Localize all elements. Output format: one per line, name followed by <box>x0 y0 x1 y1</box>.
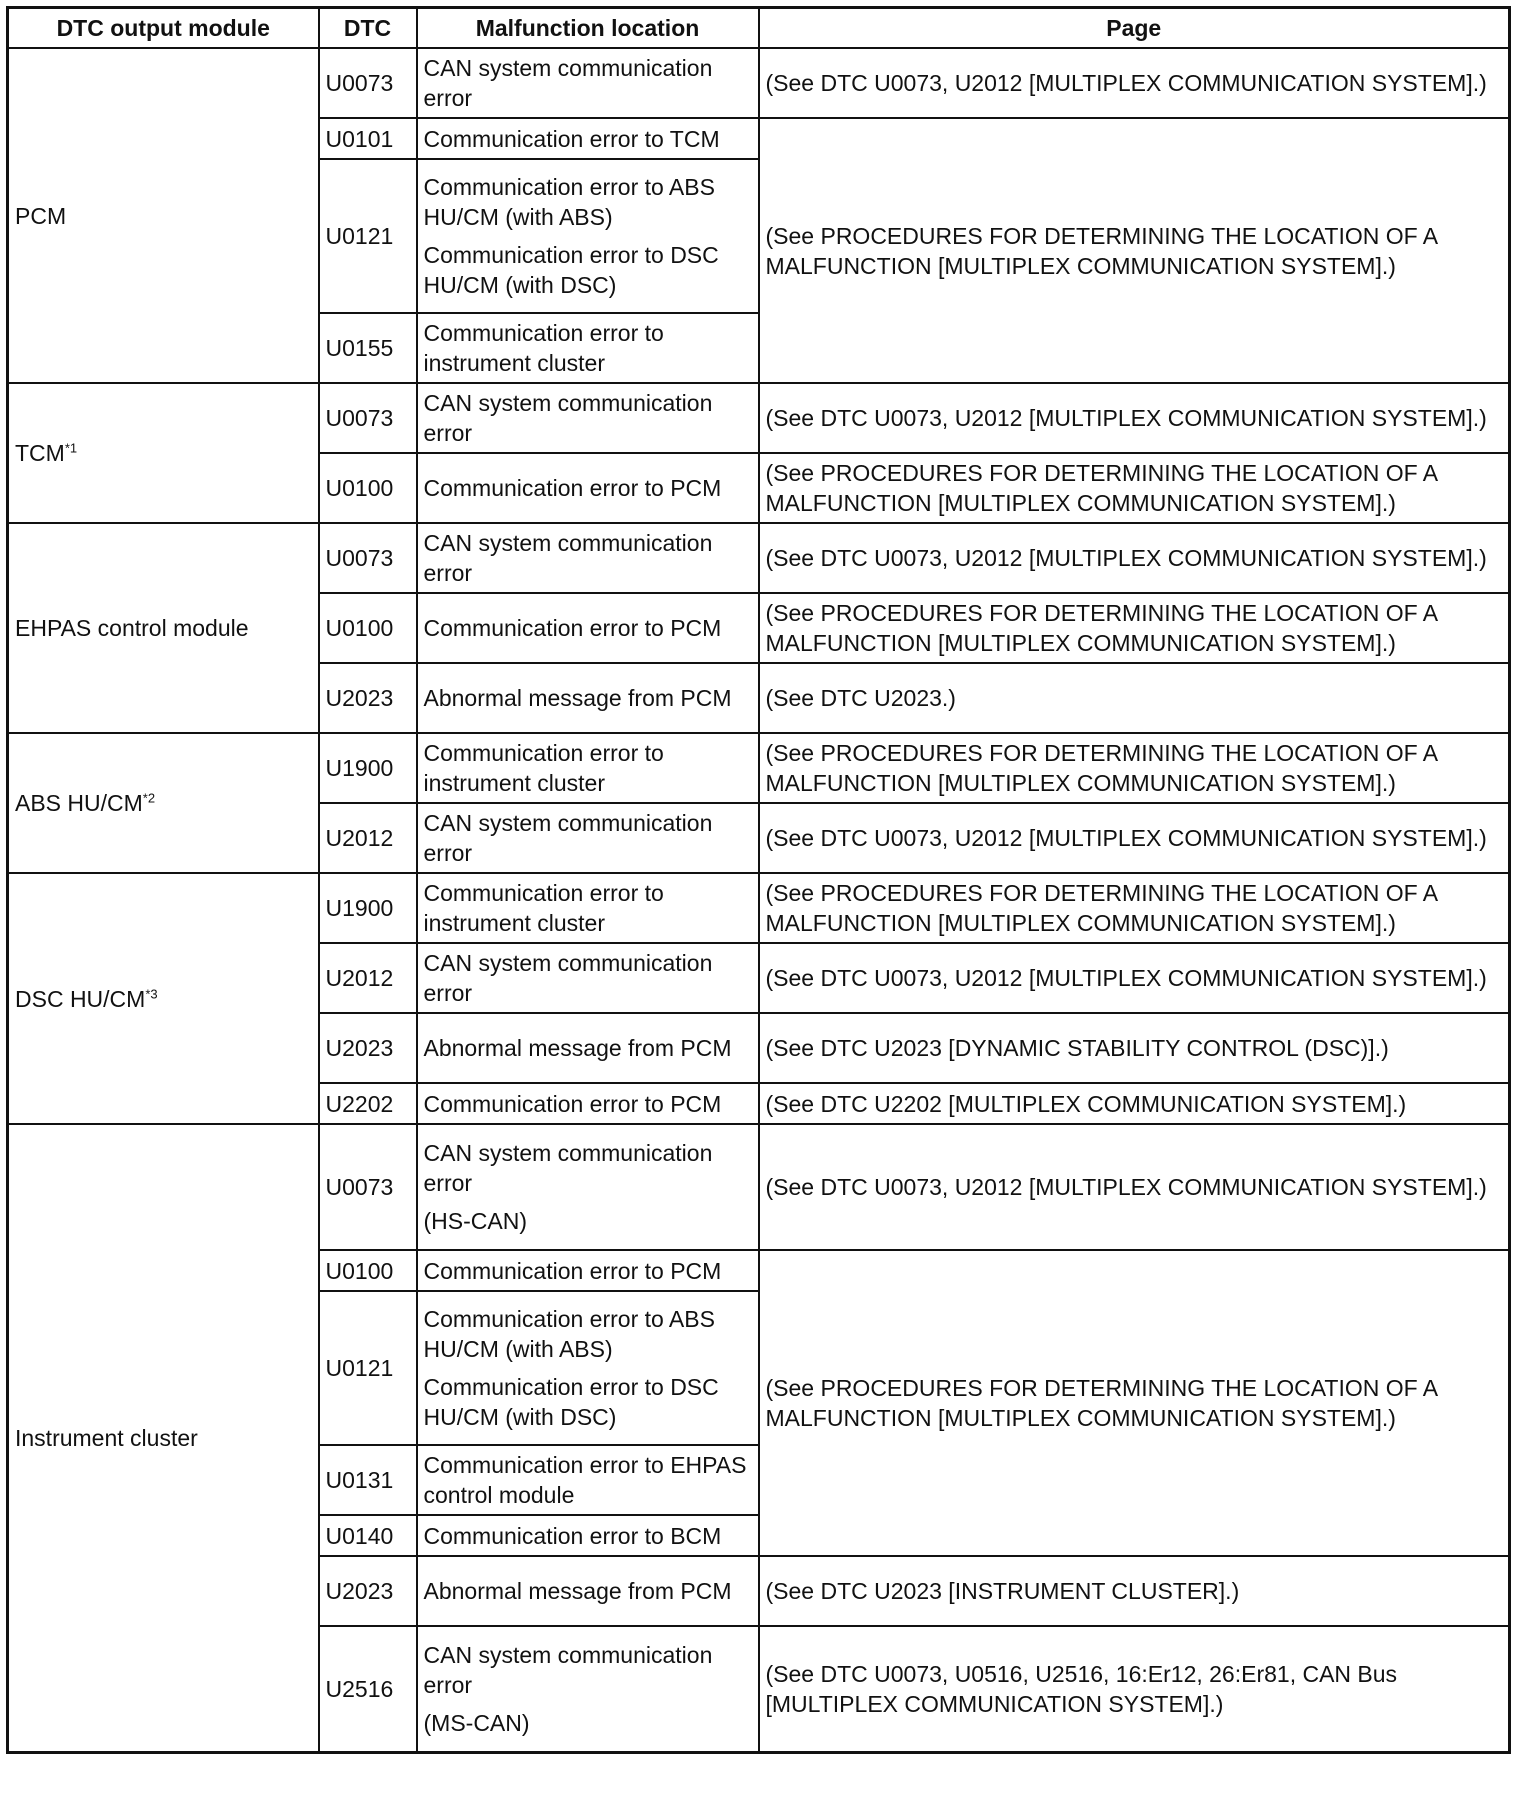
dtc-table <box>6 6 1511 1754</box>
page-reference: (See PROCEDURES FOR DETERMINING THE LOCATION OF A MALFUNCTION [MULTIPLEX COMMUNICATION SYSTEM].) <box>759 593 1510 663</box>
malfunction-location <box>417 1124 759 1250</box>
dtc-code: U0131 <box>319 1445 417 1515</box>
module-label: TCM <box>15 440 65 466</box>
dtc-code: U2023 <box>319 663 417 733</box>
location-line-ms-can: (MS-CAN) <box>423 1709 530 1736</box>
dtc-code: U2012 <box>319 803 417 873</box>
malfunction-location: CAN system communication error <box>417 383 759 453</box>
location-line: CAN system communication error <box>423 1641 713 1698</box>
dtc-code: U2516 <box>319 1626 417 1752</box>
location-line-dsc: Communication error to DSC HU/CM (with DSC) <box>423 242 719 298</box>
table-row <box>8 1124 1510 1250</box>
dtc-code: U0100 <box>319 593 417 663</box>
dtc-code: U2202 <box>319 1083 417 1124</box>
malfunction-location: Communication error to PCM <box>417 1250 759 1291</box>
malfunction-location: Communication error to PCM <box>417 453 759 523</box>
dtc-code: U0073 <box>319 1124 417 1250</box>
module-cell-pcm: PCM <box>8 48 319 383</box>
page-reference: (See DTC U0073, U0516, U2516, 16:Er12, 26:Er81, CAN Bus [MULTIPLEX COMMUNICATION SYSTEM].) <box>759 1626 1510 1752</box>
module-cell-dsc <box>8 873 319 1124</box>
malfunction-location: CAN system communication error <box>417 523 759 593</box>
module-label: DSC HU/CM <box>15 985 146 1012</box>
dtc-code: U2012 <box>319 943 417 1013</box>
dtc-code: U0140 <box>319 1515 417 1556</box>
page-reference: (See DTC U0073, U2012 [MULTIPLEX COMMUNICATION SYSTEM].) <box>759 523 1510 593</box>
malfunction-location: Abnormal message from PCM <box>417 1013 759 1083</box>
table-row <box>8 733 1510 803</box>
dtc-code: U0121 <box>319 159 417 313</box>
page-reference: (See DTC U0073, U2012 [MULTIPLEX COMMUNICATION SYSTEM].) <box>759 803 1510 873</box>
location-line-hs-can: (HS-CAN) <box>423 1208 527 1234</box>
malfunction-location: Communication error to instrument cluster <box>417 313 759 383</box>
malfunction-location: Communication error to PCM <box>417 1083 759 1124</box>
module-cell-abs <box>8 733 319 873</box>
header-row <box>8 8 1510 49</box>
page-reference: (See DTC U0073, U2012 [MULTIPLEX COMMUNICATION SYSTEM].) <box>759 1124 1510 1250</box>
dtc-code: U0100 <box>319 453 417 523</box>
module-cell-instrument-cluster: Instrument cluster <box>8 1124 319 1752</box>
header-module: DTC output module <box>8 8 319 49</box>
footnote-marker: *2 <box>142 790 156 806</box>
dtc-code: U0155 <box>319 313 417 383</box>
table-row <box>8 383 1510 453</box>
malfunction-location <box>417 1291 759 1445</box>
header-page: Page <box>759 8 1510 49</box>
dtc-table-container <box>6 6 1511 1754</box>
dtc-code: U2023 <box>319 1013 417 1083</box>
malfunction-location: Abnormal message from PCM <box>417 1556 759 1626</box>
malfunction-location: CAN system communication error <box>417 48 759 118</box>
table-row <box>8 48 1510 118</box>
dtc-code: U0100 <box>319 1250 417 1291</box>
location-line-abs: Communication error to ABS HU/CM (with ABS) <box>423 174 715 230</box>
dtc-code: U0073 <box>319 48 417 118</box>
dtc-code: U2023 <box>319 1556 417 1626</box>
malfunction-location: Communication error to instrument cluster <box>417 733 759 803</box>
page-reference: (See PROCEDURES FOR DETERMINING THE LOCATION OF A MALFUNCTION [MULTIPLEX COMMUNICATION SYSTEM].) <box>759 1250 1510 1556</box>
location-line-dsc: Communication error to DSC HU/CM (with DSC) <box>423 1374 719 1430</box>
page-reference: (See DTC U2023.) <box>759 663 1510 733</box>
page-reference: (See DTC U2023 [DYNAMIC STABILITY CONTROL (DSC)].) <box>759 1013 1510 1083</box>
page-reference: (See DTC U0073, U2012 [MULTIPLEX COMMUNICATION SYSTEM].) <box>759 943 1510 1013</box>
page-reference: (See DTC U0073, U2012 [MULTIPLEX COMMUNICATION SYSTEM].) <box>759 383 1510 453</box>
malfunction-location: Communication error to PCM <box>417 593 759 663</box>
malfunction-location: Communication error to BCM <box>417 1515 759 1556</box>
module-label: ABS HU/CM <box>15 790 143 816</box>
location-line-abs: Communication error to ABS HU/CM (with ABS) <box>423 1306 715 1362</box>
dtc-code: U1900 <box>319 873 417 943</box>
malfunction-location <box>417 159 759 313</box>
malfunction-location: CAN system communication error <box>417 803 759 873</box>
page-reference: (See DTC U2023 [INSTRUMENT CLUSTER].) <box>759 1556 1510 1626</box>
dtc-code: U0121 <box>319 1291 417 1445</box>
malfunction-location: Communication error to EHPAS control module <box>417 1445 759 1515</box>
location-line: CAN system communication error <box>423 1140 713 1196</box>
table-row <box>8 873 1510 943</box>
module-cell-tcm <box>8 383 319 523</box>
page-reference: (See PROCEDURES FOR DETERMINING THE LOCATION OF A MALFUNCTION [MULTIPLEX COMMUNICATION SYSTEM].) <box>759 118 1510 383</box>
malfunction-location: Communication error to TCM <box>417 118 759 159</box>
footnote-marker: *1 <box>64 440 78 456</box>
malfunction-location: Abnormal message from PCM <box>417 663 759 733</box>
dtc-code: U1900 <box>319 733 417 803</box>
page-reference: (See PROCEDURES FOR DETERMINING THE LOCATION OF A MALFUNCTION [MULTIPLEX COMMUNICATION SYSTEM].) <box>759 873 1510 943</box>
page-reference: (See DTC U0073, U2012 [MULTIPLEX COMMUNICATION SYSTEM].) <box>759 48 1510 118</box>
page-reference: (See PROCEDURES FOR DETERMINING THE LOCATION OF A MALFUNCTION [MULTIPLEX COMMUNICATION SYSTEM].) <box>759 733 1510 803</box>
malfunction-location: CAN system communication error <box>417 943 759 1013</box>
table-row <box>8 523 1510 593</box>
header-location: Malfunction location <box>417 8 759 49</box>
dtc-code: U0073 <box>319 383 417 453</box>
malfunction-location <box>417 1626 759 1752</box>
header-dtc: DTC <box>319 8 417 49</box>
page-reference: (See DTC U2202 [MULTIPLEX COMMUNICATION SYSTEM].) <box>759 1083 1510 1124</box>
page-reference: (See PROCEDURES FOR DETERMINING THE LOCATION OF A MALFUNCTION [MULTIPLEX COMMUNICATION SYSTEM].) <box>759 453 1510 523</box>
dtc-code: U0101 <box>319 118 417 159</box>
module-cell-ehpas: EHPAS control module <box>8 523 319 733</box>
footnote-marker: *3 <box>145 985 158 1001</box>
malfunction-location: Communication error to instrument cluster <box>417 873 759 943</box>
dtc-code: U0073 <box>319 523 417 593</box>
